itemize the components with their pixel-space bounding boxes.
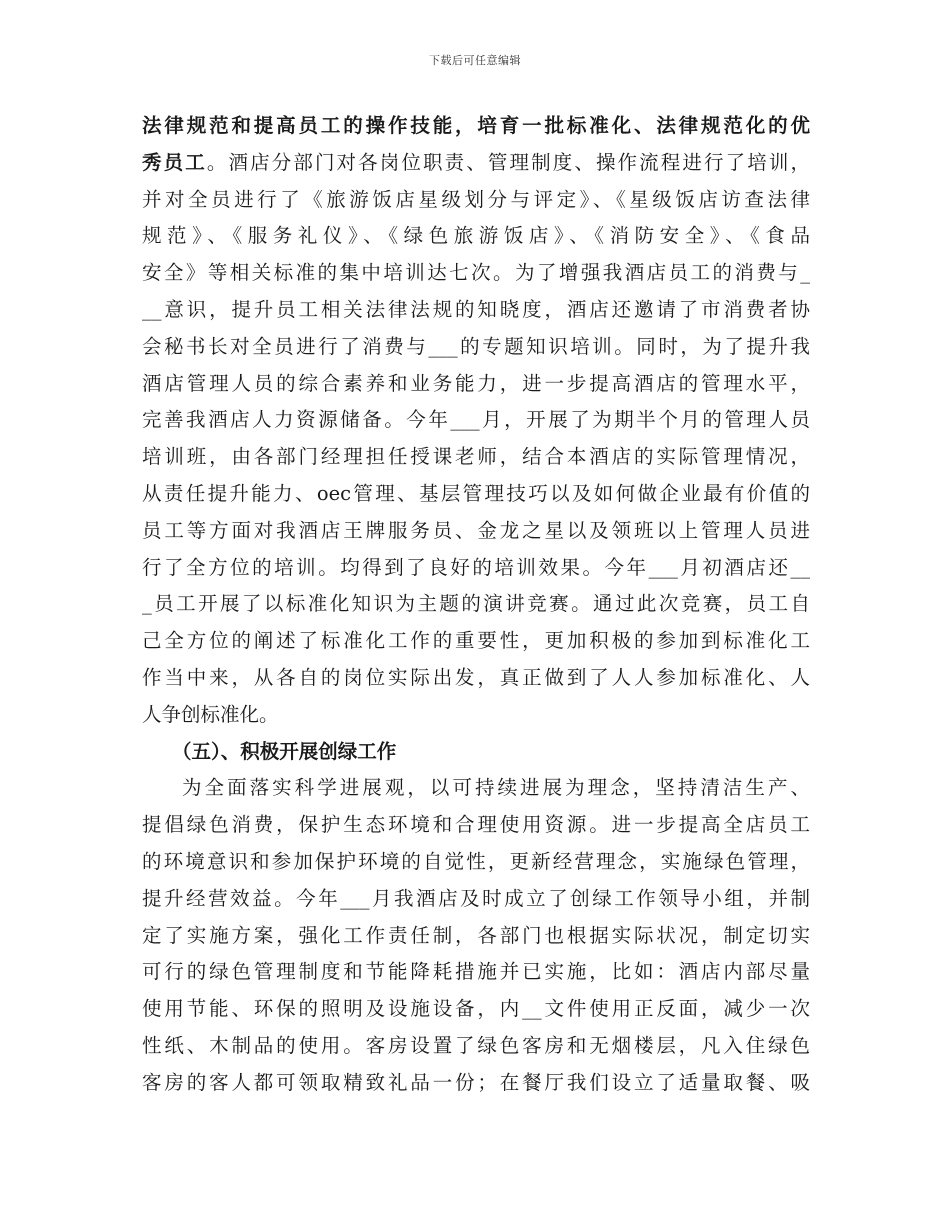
paragraph-line: 使用节能、环保的照明及设施设备，内__文件使用正反面，减少一次 <box>142 997 810 1021</box>
page-header: 下载后可任意编辑 <box>429 54 521 67</box>
paragraph-line: 定了实施方案，强化工作责任制，各部门也根据实际状况，制定切实 <box>142 923 810 947</box>
bold-lead-text: 秀员工 <box>142 150 207 174</box>
paragraph-line: 为全面落实科学进展观，以可持续进展为理念，坚持清洁生产、 <box>182 776 810 800</box>
paragraph-line: _员工开展了以标准化知识为主题的演讲竞赛。通过此次竞赛，员工自 <box>142 592 810 616</box>
paragraph-line: __意识，提升员工相关法律法规的知晓度，酒店还邀请了市消费者协 <box>142 297 810 321</box>
paragraph-line: 完善我酒店人力资源储备。今年___月，开展了为期半个月的管理人员 <box>142 408 810 432</box>
paragraph-line: 行了全方位的培训。均得到了良好的培训效果。今年___月初酒店还__ <box>142 555 810 579</box>
document-body <box>142 108 810 1102</box>
paragraph-line: 人争创标准化。 <box>142 702 279 726</box>
paragraph-line: 性纸、木制品的使用。客房设置了绿色客房和无烟楼层，凡入住绿色 <box>142 1033 810 1057</box>
paragraph-line: 可行的绿色管理制度和节能降耗措施并已实施，比如：酒店内部尽量 <box>142 960 810 984</box>
paragraph-line: 并对全员进行了《旅游饭店星级划分与评定》、《星级饭店访查法律 <box>142 187 810 211</box>
paragraph-line: 培训班，由各部门经理担任授课老师，结合本酒店的实际管理情况， <box>142 445 810 469</box>
paragraph-line <box>142 145 810 182</box>
paragraph-line: 作当中来，从各自的岗位实际出发，真正做到了人人参加标准化、人 <box>142 665 810 689</box>
paragraph-line: 员工等方面对我酒店王牌服务员、金龙之星以及领班以上管理人员进 <box>142 518 810 542</box>
paragraph-line: 规范》、《服务礼仪》、《绿色旅游饭店》、《消防安全》、《食品 <box>142 224 810 248</box>
paragraph-line: 会秘书长对全员进行了消费与___的专题知识培训。同时，为了提升我 <box>142 334 810 358</box>
section-heading: （五）、积极开展创绿工作 <box>172 739 397 763</box>
paragraph-line: 酒店管理人员的综合素养和业务能力，进一步提高酒店的管理水平， <box>142 371 810 395</box>
paragraph-line: 提升经营效益。今年___月我酒店及时成立了创绿工作领导小组，并制 <box>142 886 810 910</box>
paragraph-line: 提倡绿色消费，保护生态环境和合理使用资源。进一步提高全店员工 <box>142 813 810 837</box>
paragraph-line: 从责任提升能力、oec管理、基层管理技巧以及如何做企业最有价值的 <box>142 481 810 505</box>
paragraph-line: 客房的客人都可领取精致礼品一份；在餐厅我们设立了适量取餐、吸 <box>142 1070 810 1094</box>
paragraph-line: 的环境意识和参加保护环境的自觉性，更新经营理念，实施绿色管理， <box>142 849 810 873</box>
paragraph-line: 己全方位的阐述了标准化工作的重要性，更加积极的参加到标准化工 <box>142 629 810 653</box>
paragraph-line: 法律规范和提高员工的操作技能，培育一批标准化、法律规范化的优 <box>142 114 810 137</box>
paragraph-text: 。酒店分部门对各岗位职责、管理制度、操作流程进行了培训， <box>206 150 810 174</box>
paragraph-line: 安全》等相关标准的集中培训达七次。为了增强我酒店员工的消费与_ <box>142 261 810 285</box>
